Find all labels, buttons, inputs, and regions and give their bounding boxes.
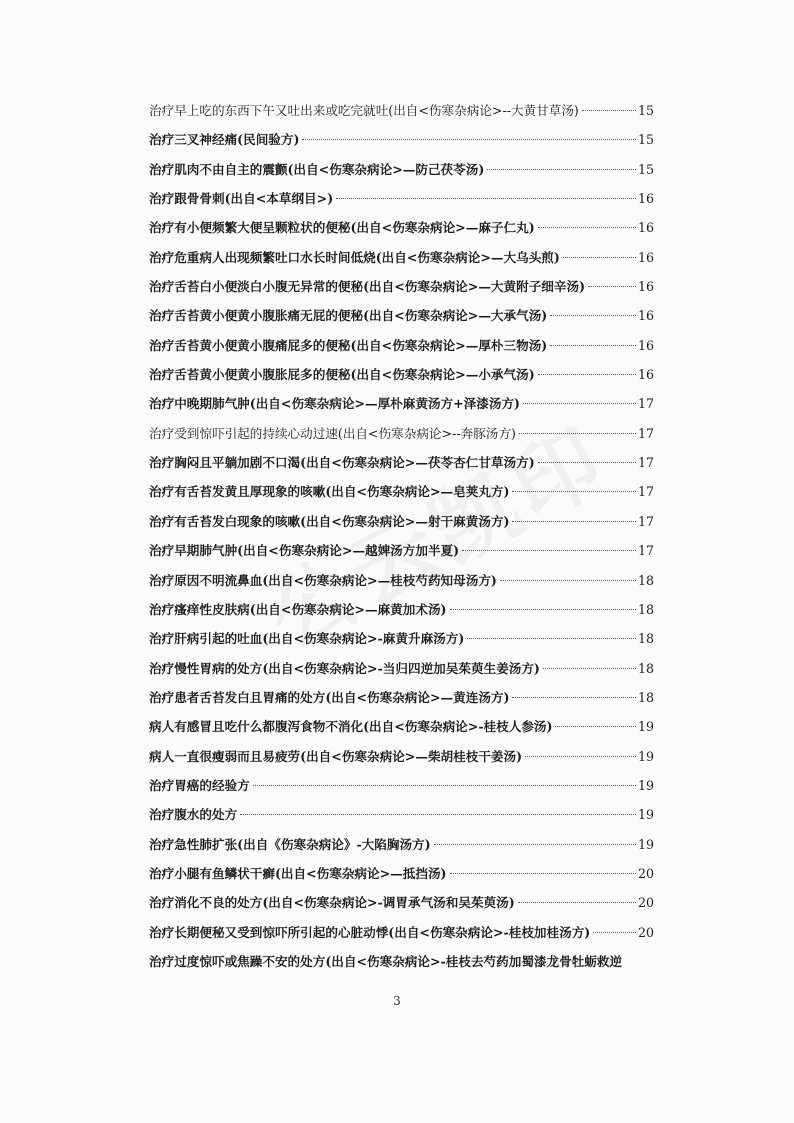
toc-entry-title: 治疗早期肺气肿(出自<伤寒杂病论>—越婢汤方加半夏)	[149, 543, 460, 559]
toc-entry-page: 16	[637, 249, 654, 265]
toc-entry-page: 17	[637, 543, 654, 559]
toc-entry[interactable]	[149, 654, 654, 683]
toc-entry[interactable]	[149, 243, 654, 272]
toc-entry-title: 治疗舌苔黄小便黄小腹胀屁多的便秘(出自<伤寒杂病论>—小承气汤)	[149, 367, 535, 383]
table-of-contents	[149, 96, 654, 976]
toc-entry-page: 20	[637, 924, 654, 940]
toc-entry-page: 16	[637, 191, 654, 207]
dot-leader	[253, 785, 636, 786]
dot-leader	[512, 697, 636, 698]
toc-entry-page: 16	[637, 220, 654, 236]
toc-entry-page: 18	[637, 572, 654, 588]
dot-leader	[500, 580, 636, 581]
toc-entry-page: 17	[637, 455, 654, 471]
toc-entry[interactable]	[149, 712, 654, 741]
dot-leader	[462, 550, 636, 551]
toc-entry-page: 20	[637, 895, 654, 911]
dot-leader	[434, 844, 636, 845]
dot-leader	[543, 668, 636, 669]
toc-entry[interactable]	[149, 360, 654, 389]
toc-entry-title: 治疗胸闷且平躺加剧不口渴(出自<伤寒杂病论>—茯苓杏仁甘草汤方)	[149, 455, 535, 471]
toc-entry-title: 治疗有舌苔发白现象的咳嗽(出自<伤寒杂病论>—射干麻黄汤方)	[149, 513, 510, 529]
toc-entry-title: 治疗过度惊吓或焦躁不安的处方(出自<伤寒杂病论>-桂枝去芍药加蜀漆龙骨牡蛎救逆	[149, 953, 623, 969]
toc-entry[interactable]	[149, 184, 654, 213]
toc-entry[interactable]	[149, 566, 654, 595]
toc-entry[interactable]	[149, 125, 654, 154]
toc-entry-page: 19	[637, 807, 654, 823]
toc-entry[interactable]	[149, 800, 654, 829]
toc-entry-title: 治疗腹水的处方	[149, 807, 238, 823]
toc-entry-page: 19	[637, 748, 654, 764]
toc-entry[interactable]	[149, 742, 654, 771]
toc-entry-title: 治疗原因不明流鼻血(出自<伤寒杂病论>—桂枝芍药知母汤方)	[149, 572, 497, 588]
toc-entry[interactable]	[149, 419, 654, 448]
toc-entry-title: 治疗受到惊吓引起的持续心动过速(出自<伤寒杂病论>--奔豚汤方)	[149, 425, 516, 441]
toc-entry-title: 治疗舌苔黄小便黄小腹胀痛无屁的便秘(出自<伤寒杂病论>—大承气汤)	[149, 308, 548, 324]
toc-entry-title: 治疗慢性胃病的处方(出自<伤寒杂病论>-当归四逆加吴茱萸生姜汤方)	[149, 660, 540, 676]
toc-entry-title: 治疗中晚期肺气肿(出自<伤寒杂病论>—厚朴麻黄汤方+泽漆汤方)	[149, 396, 521, 412]
dot-leader	[538, 227, 636, 228]
dot-leader	[336, 198, 636, 199]
dot-leader	[518, 902, 636, 903]
toc-entry[interactable]	[149, 96, 654, 125]
dot-leader	[563, 257, 636, 258]
toc-entry-page: 18	[637, 660, 654, 676]
dot-leader	[523, 403, 636, 404]
toc-entry-page: 17	[637, 425, 654, 441]
page-number: 3	[393, 994, 401, 1008]
dot-leader	[450, 873, 636, 874]
toc-entry[interactable]	[149, 507, 654, 536]
dot-leader	[538, 374, 636, 375]
toc-entry-page: 15	[637, 132, 654, 148]
toc-entry[interactable]	[149, 477, 654, 506]
dot-leader	[555, 726, 636, 727]
dot-leader	[582, 110, 636, 111]
toc-entry[interactable]	[149, 918, 654, 947]
toc-entry-title: 治疗胃癌的经验方	[149, 777, 250, 793]
dot-leader	[550, 345, 636, 346]
dot-leader	[550, 315, 636, 316]
toc-entry[interactable]	[149, 331, 654, 360]
toc-entry-title: 治疗急性肺扩张(出自《伤寒杂病论》-大陷胸汤方)	[149, 836, 431, 852]
toc-entry[interactable]	[149, 888, 654, 917]
dot-leader	[538, 462, 636, 463]
dot-leader	[525, 756, 636, 757]
toc-entry[interactable]	[149, 830, 654, 859]
toc-entry-title: 治疗瘙痒性皮肤病(出自<伤寒杂病论>—麻黄加术汤)	[149, 601, 447, 617]
toc-entry-title: 治疗消化不良的处方(出自<伤寒杂病论>-调胃承气汤和吴茱萸汤)	[149, 895, 515, 911]
toc-entry-title: 治疗舌苔白小便淡白小腹无异常的便秘(出自<伤寒杂病论>—大黄附子细辛汤)	[149, 279, 586, 295]
toc-entry-page: 20	[637, 865, 654, 881]
toc-entry-page: 17	[637, 484, 654, 500]
toc-entry[interactable]	[149, 595, 654, 624]
toc-entry[interactable]	[149, 448, 654, 477]
toc-entry[interactable]	[149, 536, 654, 565]
toc-entry-title: 治疗肝病引起的吐血(出自<伤寒杂病论>-麻黄升麻汤方)	[149, 631, 465, 647]
toc-entry-title: 治疗长期便秘又受到惊吓所引起的心脏动悸(出自<伤寒杂病论>-桂枝加桂汤方)	[149, 924, 591, 940]
toc-entry-title: 治疗有小便频繁大便呈颗粒状的便秘(出自<伤寒杂病论>—麻子仁丸)	[149, 220, 535, 236]
toc-entry-page: 17	[637, 513, 654, 529]
toc-entry[interactable]	[149, 213, 654, 242]
toc-entry-page: 17	[637, 396, 654, 412]
toc-entry-title: 治疗舌苔黄小便黄小腹痛屁多的便秘(出自<伤寒杂病论>—厚朴三物汤)	[149, 337, 548, 353]
dot-leader	[588, 286, 636, 287]
toc-entry-title: 病人一直很瘦弱而且易疲劳(出自<伤寒杂病论>—柴胡桂枝干姜汤)	[149, 748, 523, 764]
toc-entry[interactable]	[149, 683, 654, 712]
toc-entry[interactable]	[149, 272, 654, 301]
toc-entry-page: 16	[637, 279, 654, 295]
toc-entry-title: 病人有感冒且吃什么都腹泻食物不消化(出自<伤寒杂病论>-桂枝人参汤)	[149, 719, 553, 735]
toc-entry-page: 18	[637, 631, 654, 647]
dot-leader	[450, 609, 636, 610]
toc-entry-page: 15	[637, 161, 654, 177]
toc-entry[interactable]	[149, 859, 654, 888]
toc-entry[interactable]	[149, 947, 654, 976]
toc-entry-page: 16	[637, 308, 654, 324]
dot-leader	[487, 169, 636, 170]
dot-leader	[519, 433, 636, 434]
toc-entry[interactable]	[149, 771, 654, 800]
toc-entry-page: 18	[637, 601, 654, 617]
toc-entry-title: 治疗肌肉不由自主的震颤(出自<伤寒杂病论>—防己茯苓汤)	[149, 161, 485, 177]
toc-entry[interactable]	[149, 155, 654, 184]
toc-entry-page: 19	[637, 719, 654, 735]
dot-leader	[512, 491, 636, 492]
dot-leader	[512, 521, 636, 522]
toc-entry-page: 19	[637, 777, 654, 793]
toc-entry-page: 16	[637, 367, 654, 383]
toc-entry-title: 治疗跟骨骨刺(出自<本草纲目>)	[149, 191, 334, 207]
dot-leader	[240, 814, 636, 815]
dot-leader	[467, 638, 636, 639]
toc-entry-page: 16	[637, 337, 654, 353]
toc-entry-title: 治疗危重病人出现频繁吐口水长时间低烧(出自<伤寒杂病论>—大乌头煎)	[149, 249, 560, 265]
toc-entry-title: 治疗三叉神经痛(民间验方)	[149, 132, 300, 148]
toc-entry-title: 治疗患者舌苔发白且胃痛的处方(出自<伤寒杂病论>—黄连汤方)	[149, 689, 510, 705]
dot-leader	[302, 139, 636, 140]
toc-entry-page: 18	[637, 689, 654, 705]
toc-entry-page: 19	[637, 836, 654, 852]
toc-entry[interactable]	[149, 389, 654, 418]
toc-entry-title: 治疗早上吃的东西下午又吐出来或吃完就吐(出自<伤寒杂病论>--大黄甘草汤)	[149, 103, 579, 118]
toc-entry[interactable]	[149, 301, 654, 330]
toc-entry-page: 15	[637, 103, 654, 118]
toc-entry-title: 治疗小腿有鱼鳞状干癣(出自<伤寒杂病论>—抵挡汤)	[149, 865, 447, 881]
dot-leader	[593, 932, 636, 933]
toc-entry-title: 治疗有舌苔发黄且厚现象的咳嗽(出自<伤寒杂病论>—皂荚丸方)	[149, 484, 510, 500]
toc-entry[interactable]	[149, 624, 654, 653]
